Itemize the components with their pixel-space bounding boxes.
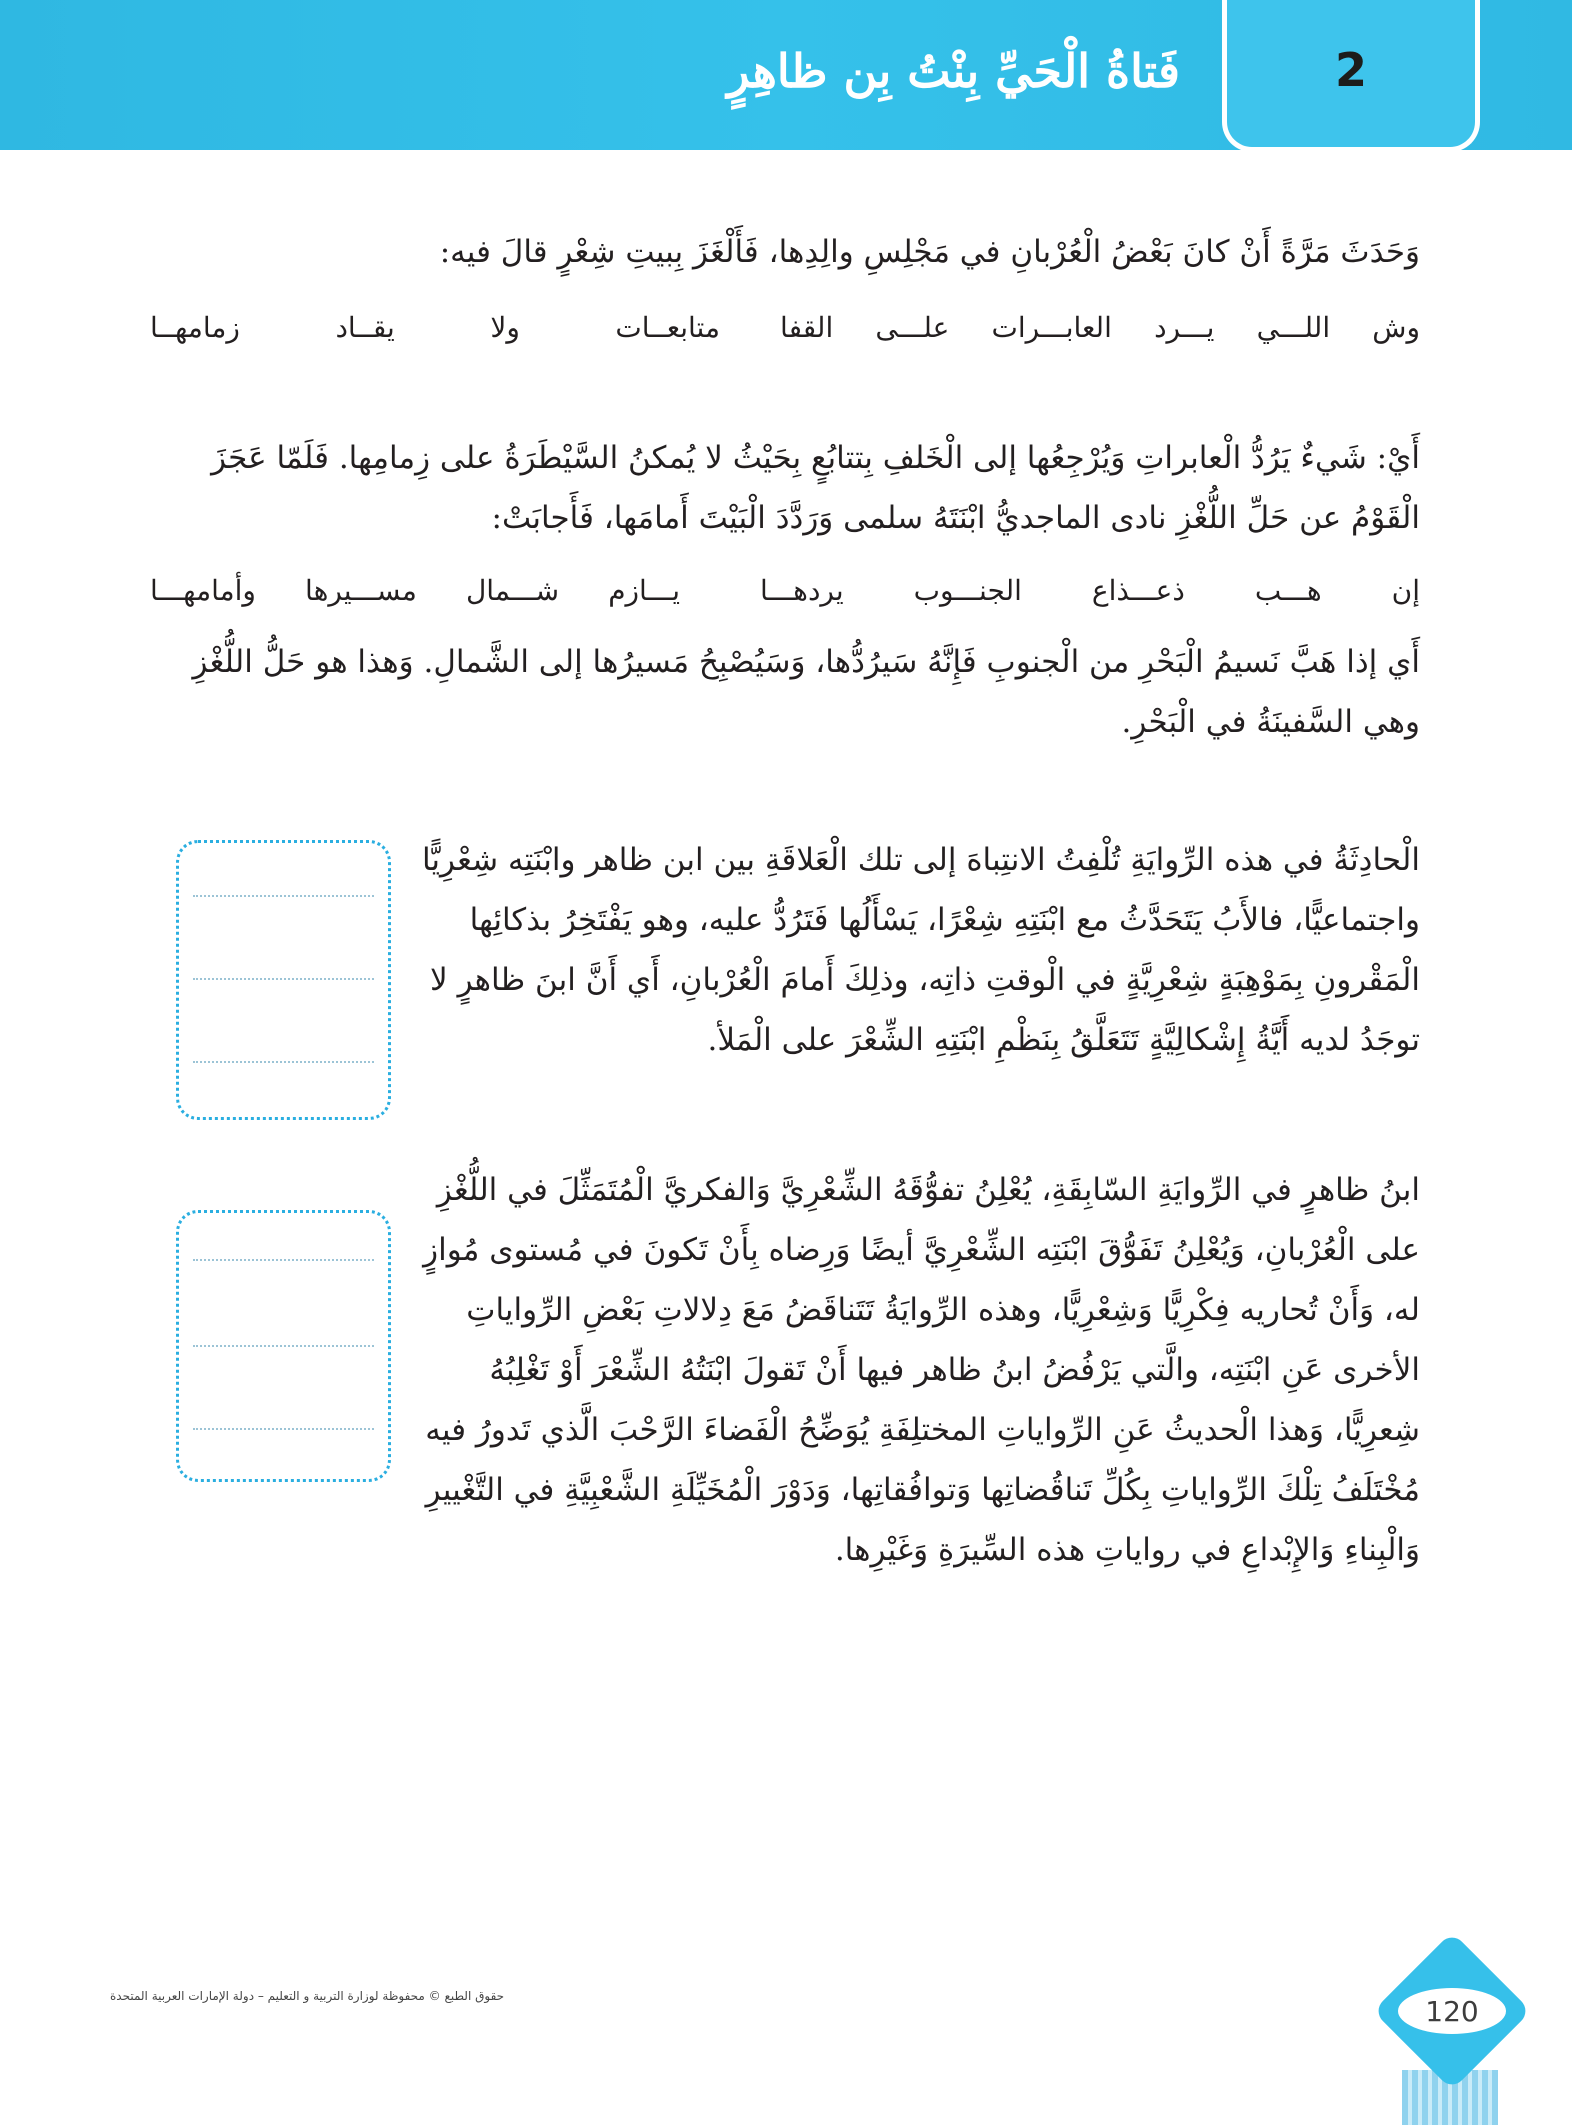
note-box-2[interactable] [176,1210,391,1482]
verse-word: اللـــي [1256,310,1331,344]
note-line [193,1259,374,1261]
verse-1-second-hemistich [150,311,720,344]
verse-word: إن [1391,573,1420,607]
verse-word: يردهـــا [760,573,844,607]
verse-word: وأمامهـــا [150,573,256,607]
intro-text: وَحَدَثَ مَرَّةً أَنْ كانَ بَعْضُ الْعُرْبانِ في مَجْلِسِ والِدِها، فَأَلْغَزَ بِبيتِ شِعْرٍ قالَ فيه: [439,234,1420,270]
verse-word: القفا [780,310,834,344]
verse-2 [150,568,1420,612]
verse-word: متابعــات [615,310,720,344]
chapter-number: 2 [1334,42,1367,97]
paragraph-2: ابنُ ظاهرٍ في الرِّوايَةِ السّابِقَةِ، يُعْلِنُ تفوُّقَهُ الشِّعْرِيَّ وَالفكريَّ الْمُتَمَثِّلَ في اللُّغْزِ على الْعُرْبانِ، وَيُعْلِنُ تَفَوُّقَ ابْنَتِه الشِّعْرِيَّ أيضًا وَرِضاه بِأَنْ تَكونَ في مُستوى مُوازٍ له، وَأَنْ تُحاريه فِكْرِيًّا وَشِعْرِيًّا، وهذه الرِّوايَةُ تَتَناقَضُ مَعَ دِلالاتِ بَعْضِ الرِّواياتِ الأخرى عَنِ ابْنَتِه، والَّتي يَرْفُضُ ابنُ ظاهر فيها أَنْ تَقولَ ابْنَتُهُ الشِّعْرَ أَوْ تَغْلِبُهُ شِعرِيًّا، وَهذا الْحديثُ عَنِ الرِّواياتِ المختلِفَةِ يُوَضِّحُ الْفَضاءَ الرَّحْبَ الَّذي تَدورُ فيه مُخْتَلَفُ تِلْكَ الرِّواياتِ بِكُلِّ تَناقُضاتِها وَتوافُقاتِها، وَدَوْرَ الْمُخَيِّلَةِ الشَّعْبِيَّةِ في التَّغْييرِ وَالْبِناءِ وَالإِبْداعِ في رواياتِ هذه السِّيرَةِ وَغَيْرِها. [423,1172,1420,1568]
note-line [193,1061,374,1063]
verse-word: الجنـــوب [913,573,1022,607]
verse-word: مســـيرها [305,573,417,607]
note-line [193,1428,374,1430]
chapter-number-tab [1222,0,1480,152]
verse-word: يـــازم [608,573,680,607]
verse-word: العابـــرات [991,310,1112,344]
chapter-title: فَتاةُ الْحَيِّ بِنْتُ بِن ظاهِرٍ [727,44,1180,98]
page-number: 120 [1425,1994,1479,2028]
verse-2-second-hemistich [150,574,680,607]
verse-word: زمامهــا [150,310,240,344]
verse-word: ذعـــذاع [1091,573,1185,607]
paragraph-1: الْحادِثَةُ في هذه الرِّوايَةِ تُلْفِتُ الانتِباهَ إلى تلك الْعَلاقَةِ بين ابن ظاهر وابْنَتِه شِعْرِيًّا واجتماعيًّا، فالأَبُ يَتَحَدَّثُ مع ابْنَتِهِ شِعْرًا، يَسْأَلُها فَتَرُدُّ عليه، وهو يَفْتَخِرُ بذكائِها الْمَقْرونِ بِمَوْهِبَةٍ شِعْرِيَّةٍ في الْوقتِ ذاتِه، وذلِكَ أَمامَ الْعُرْبانِ، أَي أَنَّ ابنَ ظاهرٍ لا توجَدُ لديه أَيَّةُ إِشْكالِيَّةٍ تَتَعَلَّقُ بِنَظْمِ ابْنَتِهِ الشِّعْرَ على الْمَلأ. [421,842,1420,1058]
verse-word: هـــب [1254,573,1322,607]
verse-1-first-hemistich [780,311,1420,344]
verse-word: يقــاد [335,310,395,344]
verse-word: علـــى [875,310,950,344]
verse-2-first-hemistich [760,574,1420,607]
note-line [193,1345,374,1347]
verse-1 [150,305,1420,349]
copyright-note: حقوق الطبع © محفوظة لوزارة التربية و التعليم – دولة الإمارات العربية المتحدة [110,1989,505,2003]
note-box-1[interactable] [176,840,391,1120]
note-line [193,895,374,897]
answer-text: أَي إذا هَبَّ نَسيمُ الْبَحْرِ من الْجنوبِ فَإِنَّهُ سَيرُدُّها، وَسَيُصْبِحُ مَسيرُها إلى الشَّمالِ. وَهذا هو حَلُّ اللُّغْزِ وهي السَّفينَةُ في الْبَحْرِ. [192,644,1420,740]
verse-word: وش [1372,310,1420,344]
verse-word: ولا [490,310,520,344]
note-line [193,978,374,980]
verse-word: شـــمال [465,573,560,607]
verse-word: يـــرد [1154,310,1215,344]
page-number-oval [1398,1988,1506,2034]
explanation-text: أَيْ: شَيءٌ يَرُدُّ الْعابراتِ وَيُرْجِعُها إلى الْخَلفِ بِتتابُعٍ بِحَيْثُ لا يُمكنُ السَّيْطَرَةُ على زِمامِها. فَلَمّا عَجَزَ الْقَوْمُ عن حَلِّ اللُّغْزِ نادى الماجديُّ ابْنَتَهُ سلمى وَرَدَّدَ الْبَيْتَ أَمامَها، فَأَجابَتْ: [211,440,1420,536]
